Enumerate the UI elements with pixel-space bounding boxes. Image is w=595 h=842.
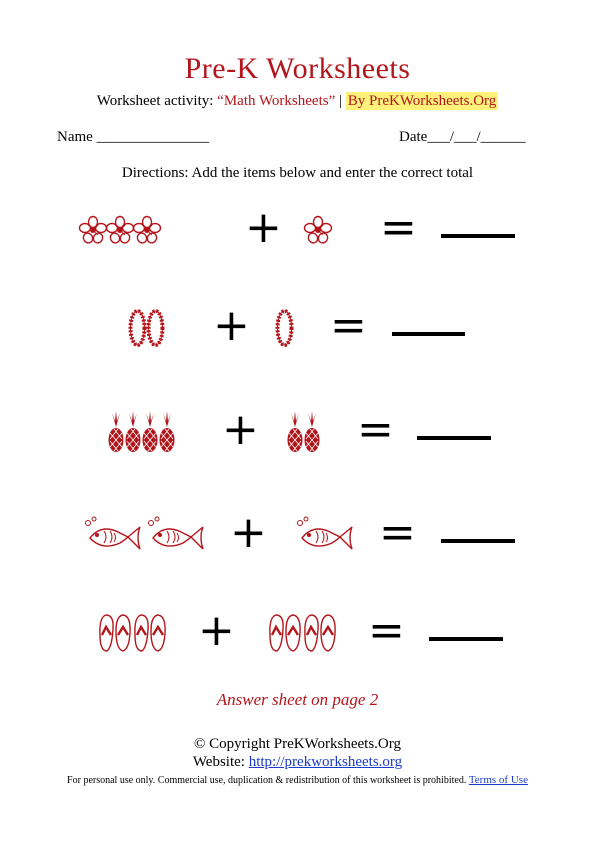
addend-left-group	[98, 613, 167, 653]
problem-row	[0, 288, 595, 368]
problem-row	[0, 593, 595, 673]
equals-sign: =	[330, 300, 367, 351]
problem-row	[0, 495, 595, 575]
activity-prefix: Worksheet activity:	[96, 93, 218, 109]
flip-flops-icon	[98, 613, 132, 653]
problem-row	[0, 392, 595, 472]
plus-sign: +	[222, 404, 259, 455]
plus-sign: +	[245, 202, 282, 253]
fish-icon	[296, 517, 354, 553]
pineapple-icon	[125, 411, 141, 453]
terms-of-use-link[interactable]: Terms of Use	[468, 774, 528, 786]
flower-lei-icon	[147, 309, 164, 347]
website-line	[0, 754, 595, 771]
flip-flops-icon	[268, 613, 302, 653]
answer-sheet-note: Answer sheet on page 2	[216, 690, 379, 709]
addend-right-group	[296, 517, 354, 553]
worksheet-activity-line	[0, 93, 595, 110]
answer-blank[interactable]	[441, 539, 515, 543]
separator: |	[335, 93, 346, 109]
fish-icon	[84, 517, 142, 553]
answer-blank[interactable]	[392, 332, 465, 336]
fish-icon	[147, 517, 205, 553]
flip-flops-icon	[303, 613, 337, 653]
equals-sign: =	[379, 507, 416, 558]
hibiscus-flower-icon	[134, 217, 160, 243]
plus-sign: +	[198, 605, 235, 656]
flip-flops-icon	[133, 613, 167, 653]
date-field[interactable]: Date___/___/______	[399, 129, 526, 145]
equals-sign: =	[357, 404, 394, 455]
addend-left-group	[84, 517, 205, 553]
hibiscus-flower-icon	[305, 217, 331, 243]
answer-blank[interactable]	[417, 436, 491, 440]
usage-text: For personal use only. Commercial use, duplication & redistribution of this worksheet is prohibited.	[67, 775, 467, 786]
addend-left-group	[80, 217, 160, 243]
by-site-label: By PreKWorksheets.Org	[347, 93, 497, 109]
pineapple-icon	[159, 411, 175, 453]
name-field[interactable]: Name _______________	[57, 129, 210, 145]
answer-blank[interactable]	[429, 637, 503, 641]
hibiscus-flower-icon	[80, 217, 106, 243]
problem-row	[0, 190, 595, 270]
directions-text: Directions: Add the items below and enter the correct total	[121, 165, 474, 181]
equals-sign: =	[380, 202, 417, 253]
usage-notice	[0, 774, 595, 786]
pineapple-icon	[304, 411, 320, 453]
website-link[interactable]: http://prekworksheets.org	[248, 754, 403, 770]
addend-right-group	[305, 217, 331, 243]
pineapple-icon	[287, 411, 303, 453]
hibiscus-flower-icon	[107, 217, 133, 243]
page-title: Pre-K Worksheets	[184, 52, 411, 85]
addend-right-group	[276, 309, 293, 347]
copyright-text: © Copyright PreKWorksheets.Org	[194, 736, 401, 752]
equals-sign: =	[368, 605, 405, 656]
answer-blank[interactable]	[441, 234, 515, 238]
addend-left-group	[108, 411, 175, 453]
plus-sign: +	[230, 507, 267, 558]
addend-right-group	[268, 613, 337, 653]
activity-name: “Math Worksheets”	[217, 93, 336, 109]
addend-right-group	[287, 411, 320, 453]
website-label: Website:	[192, 754, 249, 770]
flower-lei-icon	[276, 309, 293, 347]
addend-left-group	[129, 309, 164, 347]
pineapple-icon	[142, 411, 158, 453]
flower-lei-icon	[129, 309, 146, 347]
pineapple-icon	[108, 411, 124, 453]
plus-sign: +	[213, 300, 250, 351]
